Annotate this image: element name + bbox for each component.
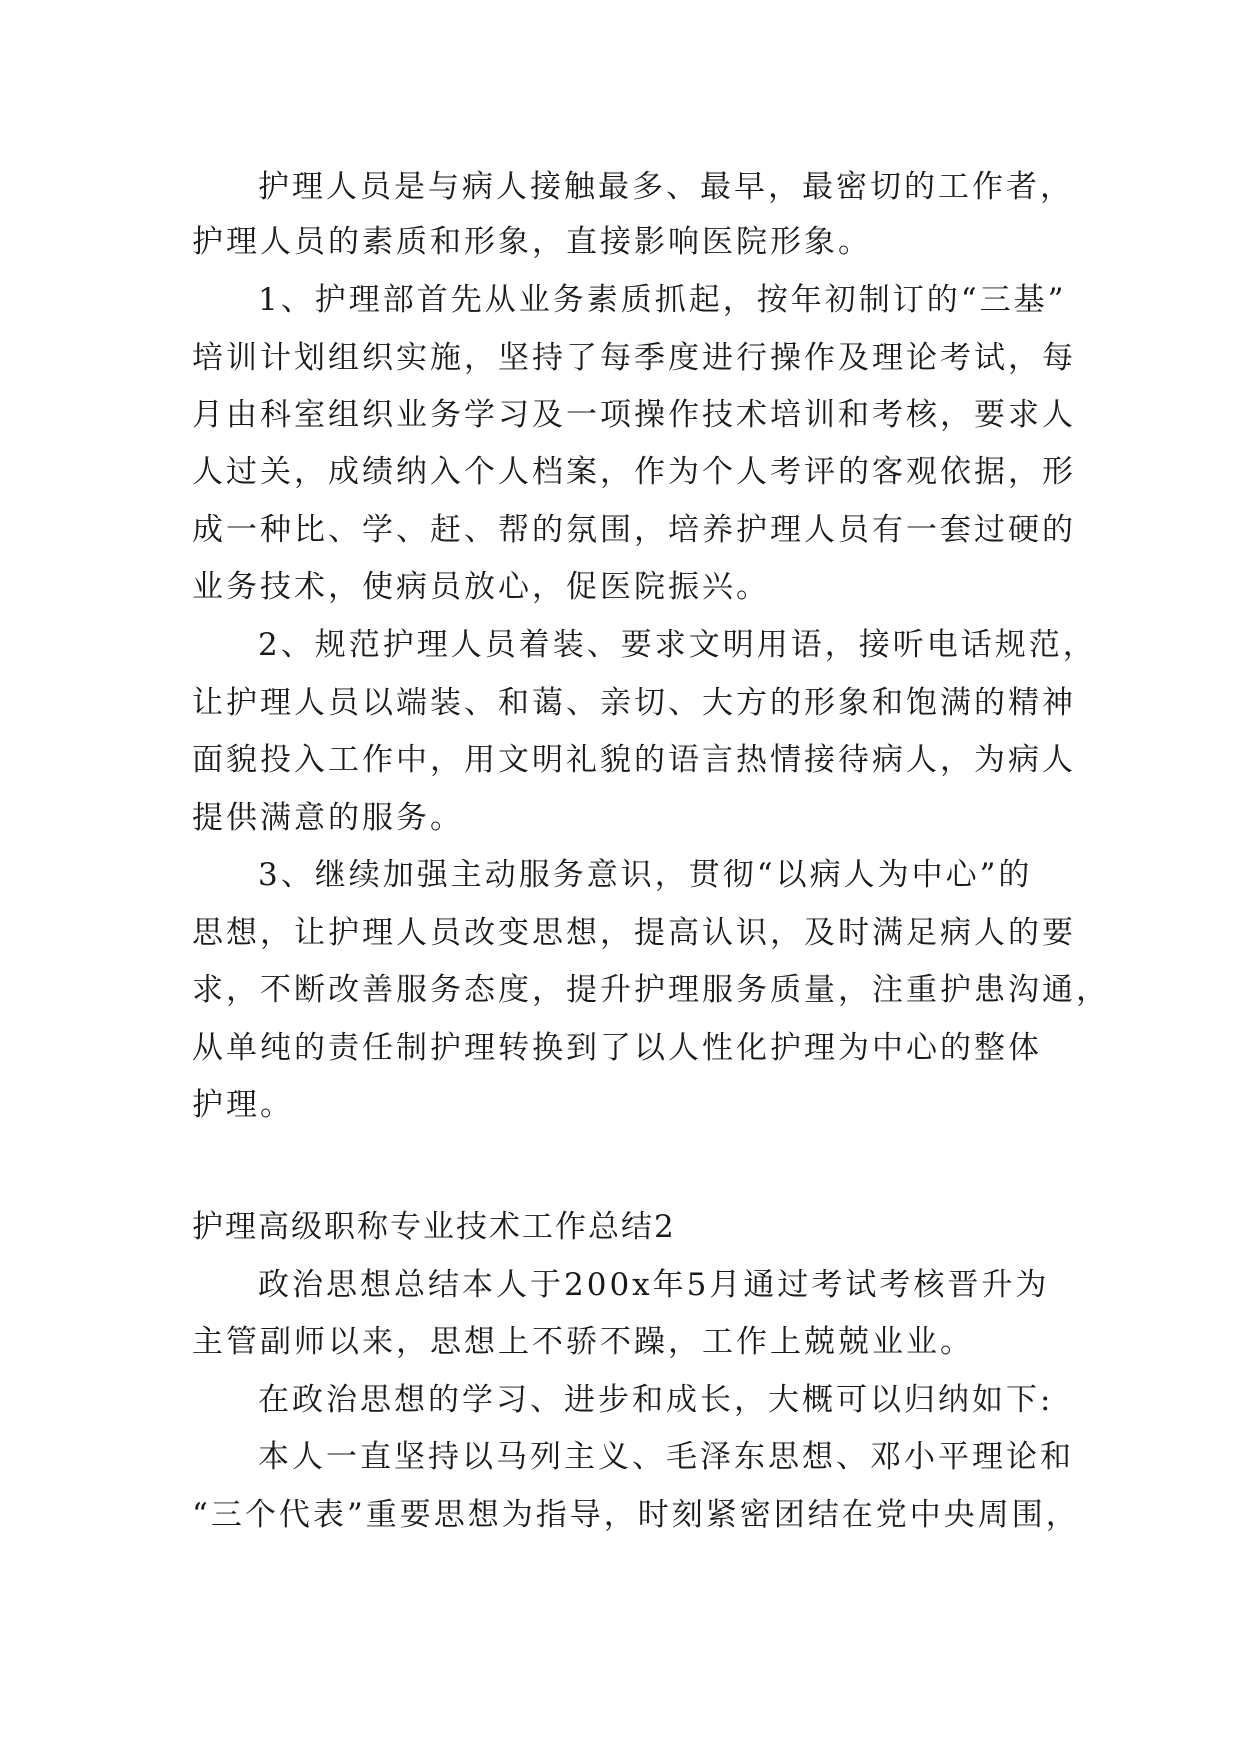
item-1-line-2: 培训计划组织实施，坚持了每季度进行操作及理论考试，每 (192, 340, 1076, 376)
item-3-line-4: 从单纯的责任制护理转换到了以人性化护理为中心的整体 (192, 1030, 1042, 1066)
item-3-line-2: 思想，让护理人员改变思想，提高认识，及时满足病人的要 (192, 915, 1076, 951)
item-1-line-4: 人过关，成绩纳入个人档案，作为个人考评的客观依据，形 (192, 454, 1076, 490)
item-1-line-5: 成一种比、学、赶、帮的氛围，培养护理人员有一套过硬的 (192, 512, 1076, 548)
item-2-line-1: 2、规范护理人员着装、要求文明用语，接听电话规范， (258, 627, 1097, 663)
section-2-para-3-line-2: “三个代表”重要思想为指导，时刻紧密团结在党中央周围， (192, 1497, 1080, 1533)
section-2-para-1-line-2: 主管副师以来，思想上不骄不躁，工作上兢兢业业。 (192, 1324, 974, 1360)
item-2-line-2: 让护理人员以端装、和蔼、亲切、大方的形象和饱满的精神 (192, 685, 1076, 721)
section-2-para-3-line-1: 本人一直坚持以马列主义、毛泽东思想、邓小平理论和 (258, 1439, 1074, 1475)
paragraph-intro-line-2: 护理人员的素质和形象，直接影响医院形象。 (192, 224, 872, 260)
section-2-para-1-line-1: 政治思想总结本人于200x年5月通过考试考核晋升为 (258, 1267, 1050, 1303)
item-1-line-3: 月由科室组织业务学习及一项操作技术培训和考核，要求人 (192, 397, 1076, 433)
item-3-line-1: 3、继续加强主动服务意识，贯彻“以病人为中心”的 (258, 857, 1033, 893)
section-2-heading: 护理高级职称专业技术工作总结2 (192, 1209, 676, 1245)
item-2-line-4: 提供满意的服务。 (192, 800, 464, 836)
item-1-line-1: 1、护理部首先从业务素质抓起，按年初制订的“三基” (258, 282, 1067, 318)
item-2-line-3: 面貌投入工作中，用文明礼貌的语言热情接待病人，为病人 (192, 742, 1076, 778)
item-3-line-5: 护理。 (192, 1087, 294, 1123)
section-2-para-2-line-1: 在政治思想的学习、进步和成长，大概可以归纳如下: (258, 1382, 1054, 1418)
item-3-line-3: 求，不断改善服务态度，提升护理服务质量，注重护患沟通， (192, 972, 1110, 1008)
item-1-line-6: 业务技术，使病员放心，促医院振兴。 (192, 569, 770, 605)
paragraph-intro-line-1: 护理人员是与病人接触最多、最早，最密切的工作者， (258, 169, 1074, 205)
